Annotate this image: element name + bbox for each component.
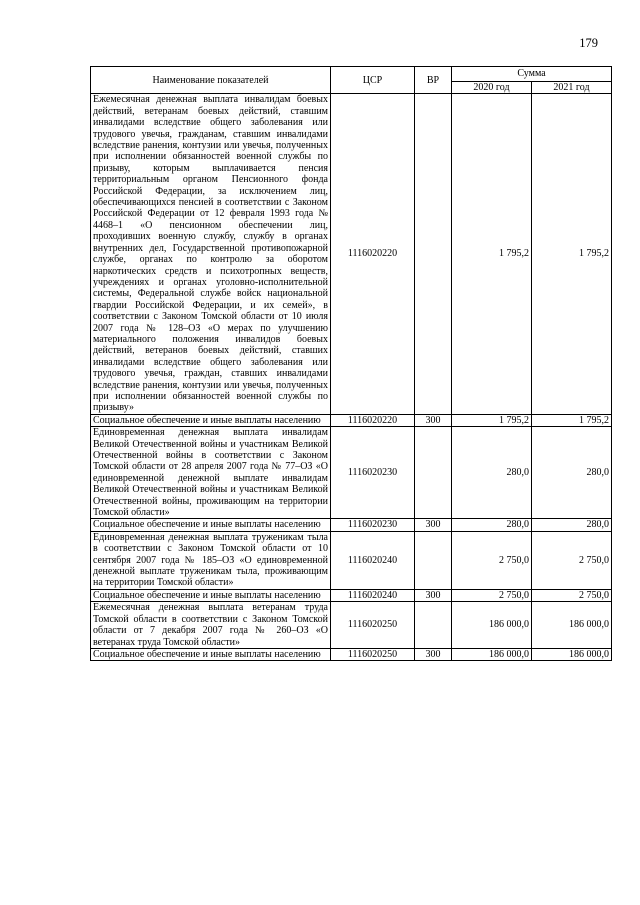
row-name: Единовременная денежная выплата инвалидам Великой Отечественной войны и участникам Великой Отечественной войны в соответствии с Законом Томской области от 28 апреля 2007 года № 77–ОЗ «О единовременной денежной выплате инвалидам Великой Отечественной войны и участникам Великой Отечественной войны, проживающим на территории Томской области» [91,427,331,519]
row-name: Социальное обеспечение и иные выплаты населению [91,648,331,660]
row-sum-2020: 1 795,2 [452,94,532,414]
header-vr: ВР [415,67,452,94]
row-sum-2021: 280,0 [532,519,612,531]
row-name: Ежемесячная денежная выплата инвалидам боевых действий, ветеранам боевых действий, ставшим инвалидами вследствие общего заболевания или трудового увечья, гражданам, ставшим инвалидами вследствие ранения, контузии или увечья, полученных при исполнении обязанностей военной службы по призыву, которым выплачивается пенсия территориальным органом Пенсионного фонда Российской Федерации, за исключением лиц, обеспечивающихся пенсией в соответствии с Законом Российской Федерации от 12 февраля 1993 года № 4468–1 «О пенсионном обеспечении лиц, проходивших военную службу, службу в органах внутренних дел, Государственной противопожарной службе, органах по контролю за оборотом наркотических средств и психотропных веществ, учреждениях и органах уголовно-исполнительной системы, Федеральной службе войск национальной гвардии Российской Федерации, и их семей», в соответствии с Законом Томской области от 10 июля 2007 года № 128–ОЗ «О мерах по улучшению материального положения инвалидов боевых действий, ветеранов боевых действий, ставших инвалидами вследствие общего заболевания или трудового увечья, граждан, ставших инвалидами вследствие ранения, контузии или увечья, полученных при исполнении обязанностей военной службы по призыву» [91,94,331,414]
row-csr: 1116020250 [331,602,415,649]
row-sum-2020: 186 000,0 [452,648,532,660]
row-sum-2021: 1 795,2 [532,94,612,414]
row-sum-2020: 186 000,0 [452,602,532,649]
budget-table [90,66,612,661]
page-number: 179 [579,36,598,50]
table-row [91,94,612,414]
header-sum: Сумма [452,67,612,82]
table-row [91,519,612,531]
row-name: Единовременная денежная выплата труженикам тыла в соответствии с Законом Томской области от 10 сентября 2007 года № 185–ОЗ «О единовременной денежной выплате труженикам тыла, проживающим на территории Томской области» [91,531,331,589]
row-vr [415,602,452,649]
header-csr: ЦСР [331,67,415,94]
table-row [91,648,612,660]
row-csr: 1116020240 [331,589,415,601]
row-sum-2021: 2 750,0 [532,589,612,601]
table-row [91,414,612,426]
row-sum-2021: 1 795,2 [532,414,612,426]
row-csr: 1116020230 [331,427,415,519]
row-sum-2020: 280,0 [452,427,532,519]
row-csr: 1116020240 [331,531,415,589]
row-sum-2020: 1 795,2 [452,414,532,426]
row-sum-2021: 280,0 [532,427,612,519]
header-year-2020: 2020 год [452,82,532,94]
table-row [91,589,612,601]
row-sum-2021: 2 750,0 [532,531,612,589]
table-row [91,427,612,519]
row-vr [415,94,452,414]
row-csr: 1116020230 [331,519,415,531]
header-year-2021: 2021 год [532,82,612,94]
row-vr: 300 [415,589,452,601]
row-sum-2020: 280,0 [452,519,532,531]
row-sum-2021: 186 000,0 [532,602,612,649]
row-vr [415,531,452,589]
row-csr: 1116020220 [331,94,415,414]
row-sum-2020: 2 750,0 [452,589,532,601]
row-csr: 1116020250 [331,648,415,660]
row-name: Ежемесячная денежная выплата ветеранам труда Томской области в соответствии с Законом Томской области от 7 декабря 2007 года № 260–ОЗ «О ветеранах труда Томской области» [91,602,331,649]
row-csr: 1116020220 [331,414,415,426]
header-name: Наименование показателей [91,67,331,94]
table-row [91,602,612,649]
row-name: Социальное обеспечение и иные выплаты населению [91,414,331,426]
row-vr: 300 [415,519,452,531]
row-sum-2021: 186 000,0 [532,648,612,660]
row-name: Социальное обеспечение и иные выплаты населению [91,589,331,601]
row-vr [415,427,452,519]
row-vr: 300 [415,414,452,426]
row-sum-2020: 2 750,0 [452,531,532,589]
row-name: Социальное обеспечение и иные выплаты населению [91,519,331,531]
row-vr: 300 [415,648,452,660]
table-row [91,531,612,589]
